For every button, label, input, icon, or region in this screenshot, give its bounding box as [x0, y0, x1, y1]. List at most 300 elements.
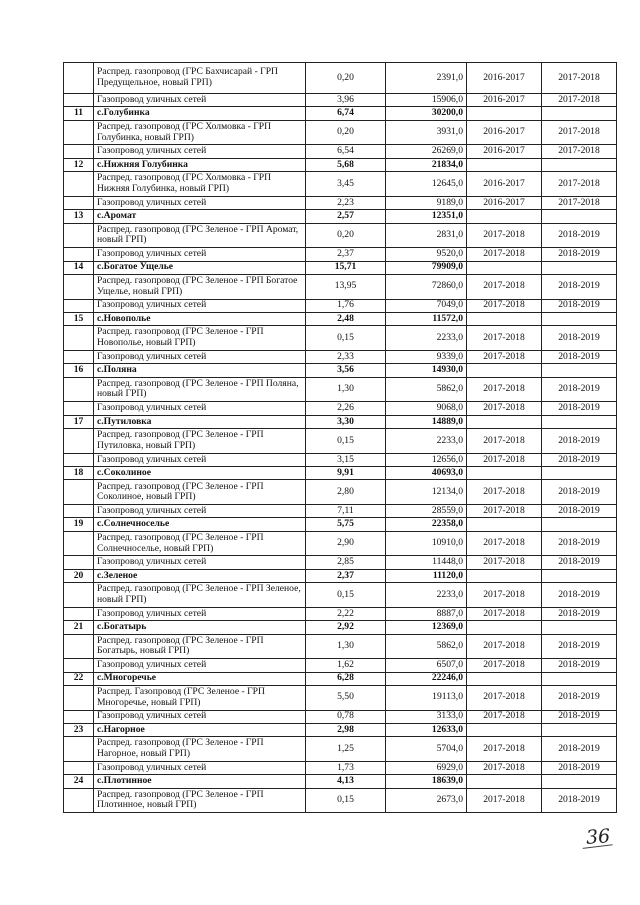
- construction-period-cell: [542, 467, 617, 480]
- cost-value-cell: 72860,0: [386, 274, 467, 299]
- table-row: [64, 326, 617, 351]
- cost-value-cell: 2233,0: [386, 326, 467, 351]
- design-period-cell: [467, 672, 542, 685]
- cost-value-cell: 19113,0: [386, 685, 467, 710]
- cost-value-cell: 79909,0: [386, 261, 467, 274]
- table-row: [64, 377, 617, 402]
- object-name-cell: Газопровод уличных сетей: [94, 248, 306, 261]
- cost-value-cell: 22246,0: [386, 672, 467, 685]
- cost-value-cell: 2233,0: [386, 429, 467, 454]
- design-period-cell: [467, 107, 542, 120]
- construction-period-cell: 2018-2019: [542, 326, 617, 351]
- length-km-cell: 1,76: [306, 299, 386, 312]
- design-period-cell: 2017-2018: [467, 583, 542, 608]
- cost-value-cell: 14889,0: [386, 415, 467, 428]
- row-number-cell: 20: [64, 569, 94, 582]
- row-number-cell: [64, 172, 94, 197]
- settlement-row: [64, 210, 617, 223]
- row-number-cell: [64, 480, 94, 505]
- construction-period-cell: 2018-2019: [542, 350, 617, 363]
- design-period-cell: 2017-2018: [467, 659, 542, 672]
- construction-period-cell: 2018-2019: [542, 685, 617, 710]
- length-km-cell: 15,71: [306, 261, 386, 274]
- table-row: [64, 63, 617, 94]
- cost-value-cell: 2391,0: [386, 63, 467, 94]
- construction-period-cell: [542, 158, 617, 171]
- length-km-cell: 2,90: [306, 531, 386, 556]
- length-km-cell: 0,15: [306, 788, 386, 813]
- table-row: [64, 480, 617, 505]
- construction-period-cell: 2018-2019: [542, 737, 617, 762]
- row-number-cell: [64, 607, 94, 620]
- row-number-cell: [64, 248, 94, 261]
- object-name-cell: Газопровод уличных сетей: [94, 196, 306, 209]
- row-number-cell: [64, 120, 94, 145]
- object-name-cell: Распред. газопровод (ГРС Зеленое - ГРП Соколиное, новый ГРП): [94, 480, 306, 505]
- row-number-cell: [64, 429, 94, 454]
- object-name-cell: Газопровод уличных сетей: [94, 659, 306, 672]
- row-number-cell: [64, 274, 94, 299]
- row-number-cell: 13: [64, 210, 94, 223]
- row-number-cell: [64, 634, 94, 659]
- design-period-cell: [467, 518, 542, 531]
- construction-period-cell: [542, 210, 617, 223]
- object-name-cell: Распред. газопровод (ГРС Зеленое - ГРП Поляна, новый ГРП): [94, 377, 306, 402]
- length-km-cell: 2,22: [306, 607, 386, 620]
- design-period-cell: [467, 467, 542, 480]
- design-period-cell: 2016-2017: [467, 94, 542, 107]
- cost-value-cell: 12645,0: [386, 172, 467, 197]
- construction-period-cell: 2018-2019: [542, 607, 617, 620]
- design-period-cell: [467, 158, 542, 171]
- design-period-cell: 2017-2018: [467, 402, 542, 415]
- row-number-cell: [64, 350, 94, 363]
- length-km-cell: 1,25: [306, 737, 386, 762]
- table-row: [64, 196, 617, 209]
- length-km-cell: 2,26: [306, 402, 386, 415]
- object-name-cell: с.Нагорное: [94, 723, 306, 736]
- length-km-cell: 0,20: [306, 120, 386, 145]
- table-row: [64, 737, 617, 762]
- length-km-cell: 2,57: [306, 210, 386, 223]
- cost-value-cell: 9520,0: [386, 248, 467, 261]
- length-km-cell: 2,37: [306, 569, 386, 582]
- settlement-row: [64, 569, 617, 582]
- length-km-cell: 2,33: [306, 350, 386, 363]
- design-period-cell: [467, 210, 542, 223]
- object-name-cell: с.Соколиное: [94, 467, 306, 480]
- object-name-cell: Газопровод уличных сетей: [94, 453, 306, 466]
- table-row: [64, 223, 617, 248]
- settlement-row: [64, 415, 617, 428]
- cost-value-cell: 9068,0: [386, 402, 467, 415]
- construction-period-cell: [542, 621, 617, 634]
- construction-period-cell: [542, 775, 617, 788]
- construction-period-cell: 2017-2018: [542, 172, 617, 197]
- length-km-cell: 5,75: [306, 518, 386, 531]
- construction-period-cell: 2017-2018: [542, 120, 617, 145]
- length-km-cell: 6,54: [306, 145, 386, 158]
- design-period-cell: 2016-2017: [467, 196, 542, 209]
- length-km-cell: 0,15: [306, 429, 386, 454]
- settlement-row: [64, 467, 617, 480]
- design-period-cell: 2016-2017: [467, 172, 542, 197]
- design-period-cell: 2017-2018: [467, 531, 542, 556]
- length-km-cell: 3,15: [306, 453, 386, 466]
- object-name-cell: Распред. газопровод (ГРС Зеленое - ГРП Путиловка, новый ГРП): [94, 429, 306, 454]
- object-name-cell: Газопровод уличных сетей: [94, 402, 306, 415]
- object-name-cell: с.Богатое Ущелье: [94, 261, 306, 274]
- object-name-cell: с.Солнечноселье: [94, 518, 306, 531]
- cost-value-cell: 26269,0: [386, 145, 467, 158]
- length-km-cell: 3,96: [306, 94, 386, 107]
- length-km-cell: 3,56: [306, 364, 386, 377]
- length-km-cell: 6,28: [306, 672, 386, 685]
- design-period-cell: 2016-2017: [467, 120, 542, 145]
- object-name-cell: Распред. Газопровод (ГРС Зеленое - ГРП Многоречье, новый ГРП): [94, 685, 306, 710]
- object-name-cell: с.Путиловка: [94, 415, 306, 428]
- cost-value-cell: 15906,0: [386, 94, 467, 107]
- construction-period-cell: 2018-2019: [542, 505, 617, 518]
- gas-pipeline-table: [63, 62, 617, 813]
- cost-value-cell: 6929,0: [386, 761, 467, 774]
- construction-period-cell: [542, 261, 617, 274]
- object-name-cell: с.Голубинка: [94, 107, 306, 120]
- object-name-cell: Газопровод уличных сетей: [94, 607, 306, 620]
- table-row: [64, 788, 617, 813]
- length-km-cell: 2,37: [306, 248, 386, 261]
- cost-value-cell: 8887,0: [386, 607, 467, 620]
- length-km-cell: 2,48: [306, 312, 386, 325]
- construction-period-cell: 2018-2019: [542, 634, 617, 659]
- object-name-cell: с.Плотинное: [94, 775, 306, 788]
- length-km-cell: 1,30: [306, 634, 386, 659]
- construction-period-cell: 2018-2019: [542, 223, 617, 248]
- object-name-cell: с.Нижняя Голубинка: [94, 158, 306, 171]
- length-km-cell: 0,20: [306, 63, 386, 94]
- object-name-cell: Распред. газопровод (ГРС Зеленое - ГРП Богатое Ущелье, новый ГРП): [94, 274, 306, 299]
- object-name-cell: Газопровод уличных сетей: [94, 94, 306, 107]
- row-number-cell: 16: [64, 364, 94, 377]
- row-number-cell: [64, 94, 94, 107]
- table-row: [64, 685, 617, 710]
- settlement-row: [64, 672, 617, 685]
- construction-period-cell: 2018-2019: [542, 480, 617, 505]
- table-row: [64, 710, 617, 723]
- cost-value-cell: 5862,0: [386, 634, 467, 659]
- construction-period-cell: [542, 723, 617, 736]
- construction-period-cell: [542, 107, 617, 120]
- object-name-cell: Газопровод уличных сетей: [94, 761, 306, 774]
- object-name-cell: Газопровод уличных сетей: [94, 505, 306, 518]
- object-name-cell: Распред. газопровод (ГРС Зеленое - ГРП Аромат, новый ГРП): [94, 223, 306, 248]
- construction-period-cell: [542, 415, 617, 428]
- row-number-cell: 23: [64, 723, 94, 736]
- cost-value-cell: 12134,0: [386, 480, 467, 505]
- cost-value-cell: 7049,0: [386, 299, 467, 312]
- table-row: [64, 659, 617, 672]
- table-row: [64, 607, 617, 620]
- length-km-cell: 0,78: [306, 710, 386, 723]
- row-number-cell: [64, 326, 94, 351]
- construction-period-cell: 2018-2019: [542, 377, 617, 402]
- object-name-cell: Распред. газопровод (ГРС Бахчисарай - ГРП Предущельное, новый ГРП): [94, 63, 306, 94]
- table-row: [64, 172, 617, 197]
- row-number-cell: [64, 377, 94, 402]
- row-number-cell: [64, 299, 94, 312]
- length-km-cell: 5,68: [306, 158, 386, 171]
- row-number-cell: 18: [64, 467, 94, 480]
- construction-period-cell: 2017-2018: [542, 196, 617, 209]
- settlement-row: [64, 723, 617, 736]
- row-number-cell: 11: [64, 107, 94, 120]
- row-number-cell: [64, 710, 94, 723]
- construction-period-cell: 2018-2019: [542, 710, 617, 723]
- cost-value-cell: 18639,0: [386, 775, 467, 788]
- construction-period-cell: 2018-2019: [542, 556, 617, 569]
- cost-value-cell: 2673,0: [386, 788, 467, 813]
- length-km-cell: 1,73: [306, 761, 386, 774]
- object-name-cell: Газопровод уличных сетей: [94, 556, 306, 569]
- construction-period-cell: 2018-2019: [542, 761, 617, 774]
- length-km-cell: 4,13: [306, 775, 386, 788]
- object-name-cell: Распред. газопровод (ГРС Зеленое - ГРП Плотинное, новый ГРП): [94, 788, 306, 813]
- construction-period-cell: 2018-2019: [542, 402, 617, 415]
- design-period-cell: 2017-2018: [467, 480, 542, 505]
- row-number-cell: 24: [64, 775, 94, 788]
- cost-value-cell: 2831,0: [386, 223, 467, 248]
- cost-value-cell: 40693,0: [386, 467, 467, 480]
- cost-value-cell: 3931,0: [386, 120, 467, 145]
- table-row: [64, 531, 617, 556]
- table-row: [64, 94, 617, 107]
- cost-value-cell: 3133,0: [386, 710, 467, 723]
- design-period-cell: 2017-2018: [467, 248, 542, 261]
- design-period-cell: 2017-2018: [467, 429, 542, 454]
- row-number-cell: 22: [64, 672, 94, 685]
- design-period-cell: 2017-2018: [467, 761, 542, 774]
- construction-period-cell: [542, 518, 617, 531]
- design-period-cell: [467, 364, 542, 377]
- page-number: 36: [585, 825, 611, 849]
- table-row: [64, 248, 617, 261]
- object-name-cell: с.Многоречье: [94, 672, 306, 685]
- table-row: [64, 583, 617, 608]
- cost-value-cell: 12633,0: [386, 723, 467, 736]
- cost-value-cell: 11448,0: [386, 556, 467, 569]
- design-period-cell: 2017-2018: [467, 607, 542, 620]
- length-km-cell: 3,45: [306, 172, 386, 197]
- object-name-cell: Распред. газопровод (ГРС Холмовка - ГРП Нижняя Голубинка, новый ГРП): [94, 172, 306, 197]
- construction-period-cell: 2017-2018: [542, 63, 617, 94]
- construction-period-cell: 2018-2019: [542, 453, 617, 466]
- object-name-cell: Распред. газопровод (ГРС Зеленое - ГРП Новополье, новый ГРП): [94, 326, 306, 351]
- row-number-cell: [64, 556, 94, 569]
- length-km-cell: 5,50: [306, 685, 386, 710]
- object-name-cell: Распред. газопровод (ГРС Зеленое - ГРП Богатырь, новый ГРП): [94, 634, 306, 659]
- length-km-cell: 3,30: [306, 415, 386, 428]
- design-period-cell: 2017-2018: [467, 737, 542, 762]
- construction-period-cell: 2017-2018: [542, 145, 617, 158]
- row-number-cell: [64, 737, 94, 762]
- table-body: [64, 63, 617, 813]
- cost-value-cell: 11572,0: [386, 312, 467, 325]
- design-period-cell: [467, 621, 542, 634]
- table-row: [64, 120, 617, 145]
- settlement-row: [64, 518, 617, 531]
- construction-period-cell: [542, 672, 617, 685]
- row-number-cell: [64, 685, 94, 710]
- design-period-cell: 2017-2018: [467, 274, 542, 299]
- object-name-cell: Распред. газопровод (ГРС Зеленое - ГРП Зеленое, новый ГРП): [94, 583, 306, 608]
- cost-value-cell: 30200,0: [386, 107, 467, 120]
- row-number-cell: 12: [64, 158, 94, 171]
- design-period-cell: 2017-2018: [467, 223, 542, 248]
- row-number-cell: [64, 196, 94, 209]
- cost-value-cell: 6507,0: [386, 659, 467, 672]
- construction-period-cell: [542, 312, 617, 325]
- row-number-cell: 19: [64, 518, 94, 531]
- row-number-cell: [64, 505, 94, 518]
- table-row: [64, 274, 617, 299]
- row-number-cell: 21: [64, 621, 94, 634]
- design-period-cell: 2016-2017: [467, 145, 542, 158]
- length-km-cell: 13,95: [306, 274, 386, 299]
- length-km-cell: 1,30: [306, 377, 386, 402]
- object-name-cell: с.Зеленое: [94, 569, 306, 582]
- construction-period-cell: 2018-2019: [542, 429, 617, 454]
- design-period-cell: 2017-2018: [467, 685, 542, 710]
- cost-value-cell: 12369,0: [386, 621, 467, 634]
- cost-value-cell: 12351,0: [386, 210, 467, 223]
- construction-period-cell: 2018-2019: [542, 583, 617, 608]
- design-period-cell: [467, 569, 542, 582]
- cost-value-cell: 5862,0: [386, 377, 467, 402]
- settlement-row: [64, 158, 617, 171]
- cost-value-cell: 2233,0: [386, 583, 467, 608]
- design-period-cell: 2017-2018: [467, 350, 542, 363]
- design-period-cell: 2017-2018: [467, 788, 542, 813]
- design-period-cell: 2017-2018: [467, 299, 542, 312]
- table-row: [64, 429, 617, 454]
- construction-period-cell: [542, 569, 617, 582]
- object-name-cell: Газопровод уличных сетей: [94, 145, 306, 158]
- design-period-cell: 2016-2017: [467, 63, 542, 94]
- object-name-cell: Распред. газопровод (ГРС Зеленое - ГРП Нагорное, новый ГРП): [94, 737, 306, 762]
- design-period-cell: 2017-2018: [467, 377, 542, 402]
- construction-period-cell: [542, 364, 617, 377]
- length-km-cell: 2,23: [306, 196, 386, 209]
- cost-value-cell: 14930,0: [386, 364, 467, 377]
- settlement-row: [64, 107, 617, 120]
- cost-value-cell: 5704,0: [386, 737, 467, 762]
- row-number-cell: [64, 145, 94, 158]
- design-period-cell: [467, 261, 542, 274]
- object-name-cell: Газопровод уличных сетей: [94, 350, 306, 363]
- design-period-cell: [467, 312, 542, 325]
- cost-value-cell: 10910,0: [386, 531, 467, 556]
- cost-value-cell: 21834,0: [386, 158, 467, 171]
- construction-period-cell: 2018-2019: [542, 248, 617, 261]
- construction-period-cell: 2018-2019: [542, 299, 617, 312]
- settlement-row: [64, 364, 617, 377]
- length-km-cell: 0,20: [306, 223, 386, 248]
- table-row: [64, 634, 617, 659]
- table-row: [64, 453, 617, 466]
- object-name-cell: с.Новополье: [94, 312, 306, 325]
- length-km-cell: 2,98: [306, 723, 386, 736]
- design-period-cell: 2017-2018: [467, 453, 542, 466]
- construction-period-cell: 2018-2019: [542, 531, 617, 556]
- length-km-cell: 2,92: [306, 621, 386, 634]
- row-number-cell: [64, 453, 94, 466]
- length-km-cell: 0,15: [306, 326, 386, 351]
- cost-value-cell: 11120,0: [386, 569, 467, 582]
- design-period-cell: 2017-2018: [467, 326, 542, 351]
- row-number-cell: [64, 761, 94, 774]
- table-row: [64, 556, 617, 569]
- row-number-cell: [64, 659, 94, 672]
- object-name-cell: Газопровод уличных сетей: [94, 299, 306, 312]
- design-period-cell: [467, 723, 542, 736]
- row-number-cell: [64, 402, 94, 415]
- table-row: [64, 145, 617, 158]
- design-period-cell: [467, 415, 542, 428]
- row-number-cell: [64, 531, 94, 556]
- row-number-cell: [64, 63, 94, 94]
- length-km-cell: 7,11: [306, 505, 386, 518]
- construction-period-cell: 2017-2018: [542, 94, 617, 107]
- object-name-cell: с.Аромат: [94, 210, 306, 223]
- construction-period-cell: 2018-2019: [542, 274, 617, 299]
- row-number-cell: 15: [64, 312, 94, 325]
- design-period-cell: [467, 775, 542, 788]
- cost-value-cell: 12656,0: [386, 453, 467, 466]
- length-km-cell: 1,62: [306, 659, 386, 672]
- object-name-cell: с.Богатырь: [94, 621, 306, 634]
- length-km-cell: 2,85: [306, 556, 386, 569]
- design-period-cell: 2017-2018: [467, 710, 542, 723]
- length-km-cell: 0,15: [306, 583, 386, 608]
- object-name-cell: Распред. газопровод (ГРС Холмовка - ГРП Голубинка, новый ГРП): [94, 120, 306, 145]
- cost-value-cell: 28559,0: [386, 505, 467, 518]
- row-number-cell: 14: [64, 261, 94, 274]
- design-period-cell: 2017-2018: [467, 505, 542, 518]
- row-number-cell: [64, 788, 94, 813]
- row-number-cell: [64, 583, 94, 608]
- row-number-cell: 17: [64, 415, 94, 428]
- row-number-cell: [64, 223, 94, 248]
- object-name-cell: Распред. газопровод (ГРС Зеленое - ГРП Солнечноселье, новый ГРП): [94, 531, 306, 556]
- cost-value-cell: 9339,0: [386, 350, 467, 363]
- construction-period-cell: 2018-2019: [542, 788, 617, 813]
- length-km-cell: 6,74: [306, 107, 386, 120]
- design-period-cell: 2017-2018: [467, 556, 542, 569]
- table-row: [64, 350, 617, 363]
- table-row: [64, 505, 617, 518]
- construction-period-cell: 2018-2019: [542, 659, 617, 672]
- object-name-cell: Газопровод уличных сетей: [94, 710, 306, 723]
- settlement-row: [64, 775, 617, 788]
- cost-value-cell: 9189,0: [386, 196, 467, 209]
- table-row: [64, 402, 617, 415]
- design-period-cell: 2017-2018: [467, 634, 542, 659]
- settlement-row: [64, 312, 617, 325]
- table-row: [64, 299, 617, 312]
- length-km-cell: 9,91: [306, 467, 386, 480]
- cost-value-cell: 22358,0: [386, 518, 467, 531]
- settlement-row: [64, 621, 617, 634]
